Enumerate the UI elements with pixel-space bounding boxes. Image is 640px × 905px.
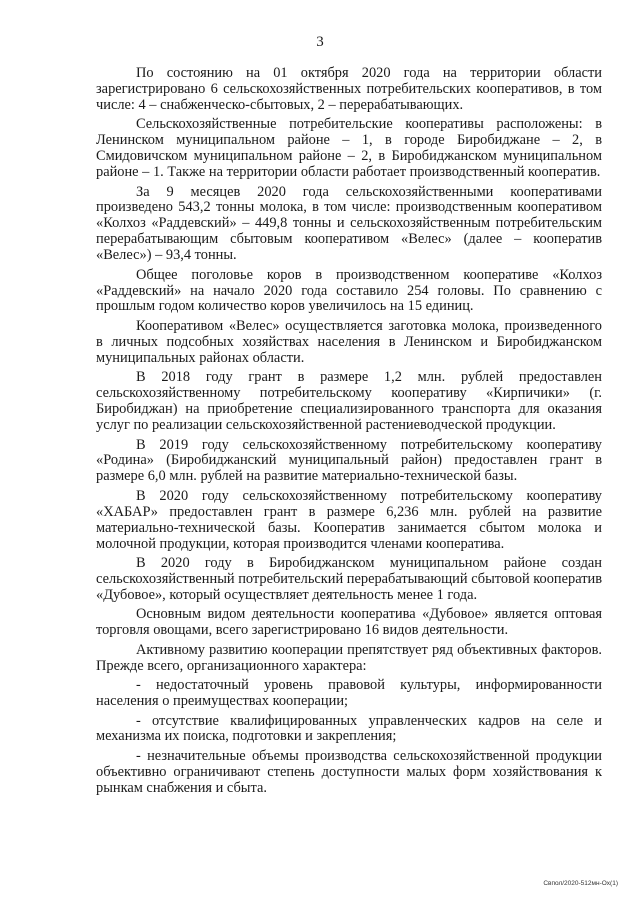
paragraph-grant-2020: В 2020 году сельскохозяйственному потребительскому кооперативу «ХАБАР» предоставлен грант в размере 6,236 млн. рублей на развитие материально-технической базы. Кооператив занимается сбытом молока и молочной продукции, которая производится членами кооператива. xyxy=(96,487,602,552)
paragraph-cow-herd: Общее поголовье коров в производственном кооперативе «Колхоз «Раддевский» на начало 2020 года составило 254 головы. По сравнению с прошлым годом количество коров увеличилось на 15 единиц. xyxy=(96,266,602,315)
paragraph-milk-production: За 9 месяцев 2020 года сельскохозяйственными кооперативами произведено 543,2 тонны молока, в том числе: производственным кооперативом «Колхоз «Раддевский» – 449,8 тонны и сельскохозяйственным потребительским перерабатывающим сбытовым кооперативом «Велес» (далее – кооператив «Велес») – 93,4 тонны. xyxy=(96,183,602,264)
paragraph-cooperatives-count: По состоянию на 01 октября 2020 года на территории области зарегистрировано 6 сельскохозяйственных потребительских кооперативов, в том числе: 4 – снабженческо-сбытовых, 2 – перерабатывающих. xyxy=(96,65,602,113)
footer-document-code: Cвпол/2020-512мн-Ox(1) xyxy=(543,880,618,887)
paragraph-dubovoe-activity: Основным видом деятельности кооператива «Дубовое» является оптовая торговля овощами, всего зарегистрировано 16 видов деятельности. xyxy=(96,606,602,639)
paragraph-cooperatives-location: Сельскохозяйственные потребительские кооперативы расположены: в Ленинском муниципальном районе – 1, в городе Биробиджане – 2, в Смидовичском муниципальном районе – 2, в Биробиджанском муниципальном районе – 1. Также на территории области работает производственный кооператив. xyxy=(96,116,602,181)
body-text xyxy=(96,66,602,800)
paragraph-obstacles: Активному развитию кооперации препятствует ряд объективных факторов. Прежде всего, организационного характера: xyxy=(96,641,602,674)
list-item-production-volumes: - незначительные объемы производства сельскохозяйственной продукции объективно ограничивают степень доступности малых форм хозяйствования к рынкам снабжения и сбыта. xyxy=(96,747,602,796)
paragraph-veles-procurement: Кооперативом «Велес» осуществляется заготовка молока, произведенного в личных подсобных хозяйствах населения в Ленинском и Биробиджанском муниципальных районах области. xyxy=(96,317,602,366)
list-item-legal-culture: - недостаточный уровень правовой культуры, информированности населения о преимуществах кооперации; xyxy=(96,677,602,710)
page-number: 3 xyxy=(316,34,324,50)
paragraph-dubovoe-created: В 2020 году в Биробиджанском муниципальном районе создан сельскохозяйственный потребительский перерабатывающий сбытовой кооператив «Дубовое», который осуществляет деятельность менее 1 года. xyxy=(96,555,602,603)
list-item-management-staff: - отсутствие квалифицированных управленческих кадров на селе и механизма их поиска, подготовки и закрепления; xyxy=(96,712,602,745)
paragraph-grant-2019: В 2019 году сельскохозяйственному потребительскому кооперативу «Родина» (Биробиджанский муниципальный район) предоставлен грант в размере 6,0 млн. рублей на развитие материально-технической базы. xyxy=(96,436,602,485)
paragraph-grant-2018: В 2018 году грант в размере 1,2 млн. рублей предоставлен сельскохозяйственному потребительскому кооперативу «Кирпичики» (г. Биробиджан) на приобретение специализированного транспорта для оказания услуг по реализации сельскохозяйственной растениеводческой продукции. xyxy=(96,369,602,433)
